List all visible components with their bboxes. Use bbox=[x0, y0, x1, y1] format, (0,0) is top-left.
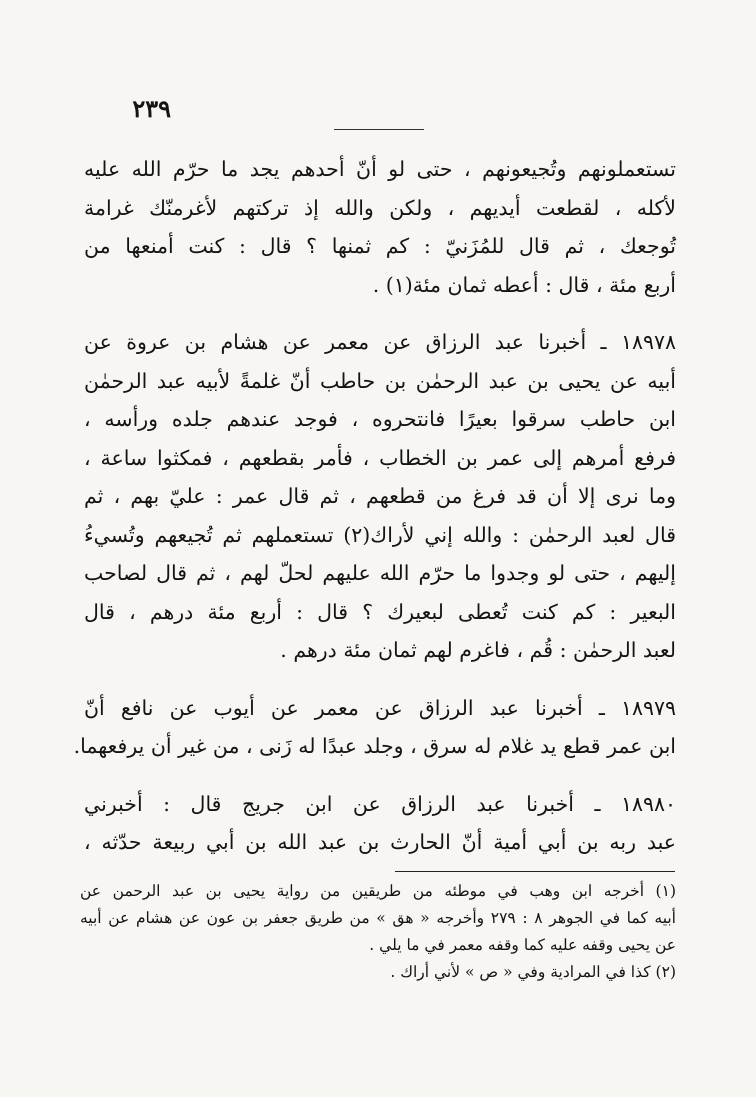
text-line: تستعملونهم وتُجيعونهم ، حتى لو أنّ أحدهم يجد ما حرّم الله عليه bbox=[84, 157, 676, 181]
text-line: فرفع أمرهم إلى عمر بن الخطاب ، فأمر بقطعهم ، فمكثوا ساعة ، bbox=[84, 445, 676, 470]
text-line: أبيه عن يحيى بن عبد الرحمٰن بن حاطب أنّ غلمةً لأبيه عبد الرحمٰن bbox=[84, 368, 676, 393]
main-text bbox=[73, 150, 676, 862]
footnote-line: أبيه كما في الجوهر ٨ : ٢٧٩ وأخرجه « هق » من طريق جعفر بن عون عن هشام عن أبيه bbox=[80, 909, 676, 927]
top-rule bbox=[334, 129, 424, 130]
text-line: قال لعبد الرحمٰن : والله إني لأراك(٢) تستعملهم ثم تُجيعهم وتُسيءُ bbox=[84, 522, 676, 547]
footnotes bbox=[80, 878, 676, 986]
text-line: ١٨٩٨٠ ـ أخبرنا عبد الرزاق عن ابن جريج قال : أخبرني bbox=[84, 791, 676, 816]
text-line: إليهم ، حتى لو وجدوا ما حرّم الله عليهم لحلّ لهم ، ثم قال لصاحب bbox=[84, 561, 676, 585]
paragraph-18980 bbox=[84, 785, 676, 862]
paragraph-gap bbox=[84, 766, 676, 785]
text-line: لعبد الرحمٰن : قُم ، فاغرم لهم ثمان مئة درهم . bbox=[280, 638, 676, 662]
text-line: البعير : كم كنت تُعطى لبعيرك ؟ قال : أربع مئة درهم ، قال bbox=[84, 599, 676, 624]
footnote-line: عن يحيى وقفه عليه كما وقفه معمر في ما يلي . bbox=[369, 936, 676, 954]
paragraph-18979 bbox=[73, 689, 676, 766]
footnote-line: (١) أخرجه ابن وهب في موطئه من طريقين من رواية يحيى بن عبد الرحمن عن bbox=[80, 882, 676, 900]
text-line: ابن حاطب سرقوا بعيرًا فانتحروه ، فوجد عندهم جلده ورأسه ، bbox=[84, 407, 676, 431]
paragraph-gap bbox=[84, 304, 676, 323]
text-line: أربع مئة ، قال : أعطه ثمان مئة(١) . bbox=[372, 272, 676, 297]
text-line: ١٨٩٧٩ ـ أخبرنا عبد الرزاق عن معمر عن أيوب عن نافع أنّ bbox=[84, 695, 676, 720]
paragraph-18978 bbox=[84, 323, 676, 670]
paragraph-continuation bbox=[84, 150, 676, 304]
page-number: ٢٣٩ bbox=[132, 94, 171, 123]
footnote-line: (٢) كذا في المرادية وفي « ص » لأني أراك . bbox=[390, 963, 676, 981]
text-line: وما نرى إلا أن قد فرغ من قطعهم ، ثم قال عمر : عليّ بهم ، ثم bbox=[84, 484, 676, 508]
text-line: تُوجعك ، ثم قال للمُزَنيّ : كم ثمنها ؟ قال : كنت أمنعها من bbox=[84, 234, 676, 258]
text-line: ١٨٩٧٨ ـ أخبرنا عبد الرزاق عن معمر عن هشام بن عروة عن bbox=[84, 330, 676, 354]
text-line: لأكله ، لقطعت أيديهم ، ولكن والله إذ تركتهم لأغرمنّك غرامة bbox=[84, 195, 676, 220]
paragraph-gap bbox=[84, 670, 676, 689]
text-line: عبد ربه بن أبي أمية أنّ الحارث بن عبد الله بن أبي ربيعة حدّثه ، bbox=[84, 830, 676, 854]
text-line: ابن عمر قطع يد غلام له سرق ، وجلد عبدًا له زَنى ، من غير أن يرفعهما. bbox=[73, 734, 676, 758]
footnote-rule bbox=[395, 871, 675, 872]
